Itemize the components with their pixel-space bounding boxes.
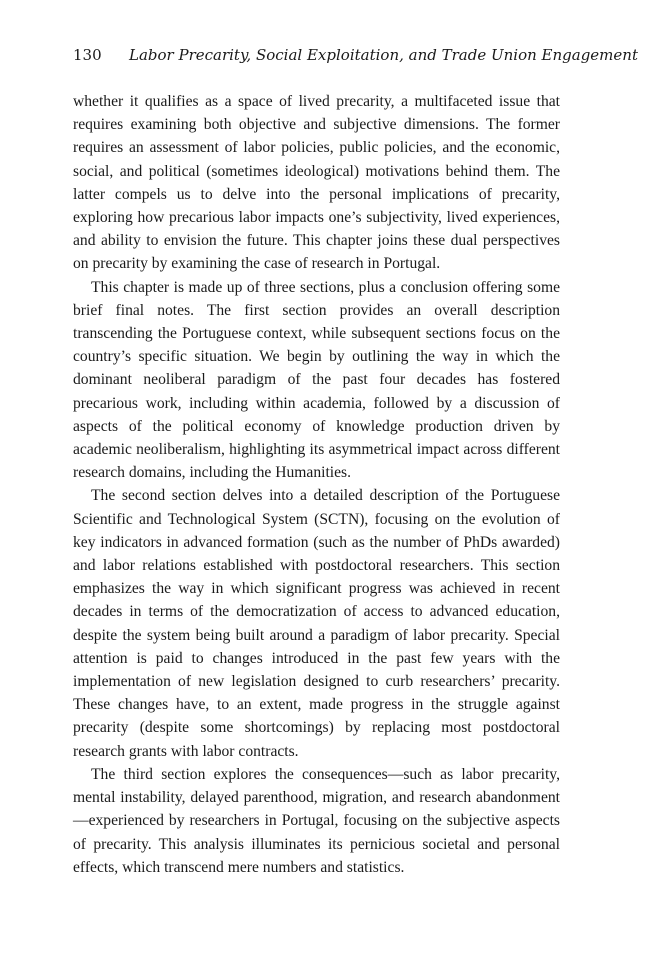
running-title: Labor Precarity, Social Exploitation, and Trade Union Engagement [129,46,638,64]
paragraph-continued: whether it qualifies as a space of lived precarity, a multifaceted issue that requires examining both objective and subjective dimensions. The former requires an assessment of labor policies, public policies, and the economic, social, and political (sometimes ideological) motivations behind them. The latter compels us to delve into the personal implications of precarity, exploring how precarious labor impacts one’s subjectivity, lived experiences, and ability to envision the future. This chapter joins these dual perspectives on precarity by examining the case of research in Portugal. [73,93,560,273]
paragraph-second-section: The second section delves into a detailed description of the Portuguese Scientific and Technological System (SCTN), focusing on the evolution of key indicators in advanced formation (such as the number of PhDs awarded) and labor relations established with postdoctoral researchers. This section emphasizes the way in which significant progress was achieved in recent decades in terms of the democratization of access to advanced education, despite the system being built around a paradigm of labor precarity. Special attention is paid to changes introduced in the past few years with the implementation of new legislation designed to curb researchers’ precarity. These changes have, to an extent, made progress in the struggle against precarity (despite some shortcomings) by replacing most postdoctoral research grants with labor contracts. [73,487,560,760]
paragraph-third-section: The third section explores the consequences—such as labor precarity, mental instability, delayed parenthood, migration, and research abandonment—experienced by researchers in Portugal, focusing on the subjective aspects of precarity. This analysis illuminates its pernicious societal and personal effects, which transcend mere numbers and statistics. [73,765,560,876]
running-head [73,44,638,66]
body-text [73,90,560,879]
paragraph-chapter-overview: This chapter is made up of three sections, plus a conclusion offering some brief final notes. The first section provides an overall description transcending the Portuguese context, while subsequent sections focus on the country’s specific situation. We begin by outlining the way in which the dominant neoliberal paradigm of the past four decades has fostered precarious work, including within academia, followed by a discussion of aspects of the political economy of knowledge production driven by academic neoliberalism, highlighting its asymmetrical impact across different research domains, including the Humanities. [73,278,560,482]
page-number: 130 [73,46,102,64]
